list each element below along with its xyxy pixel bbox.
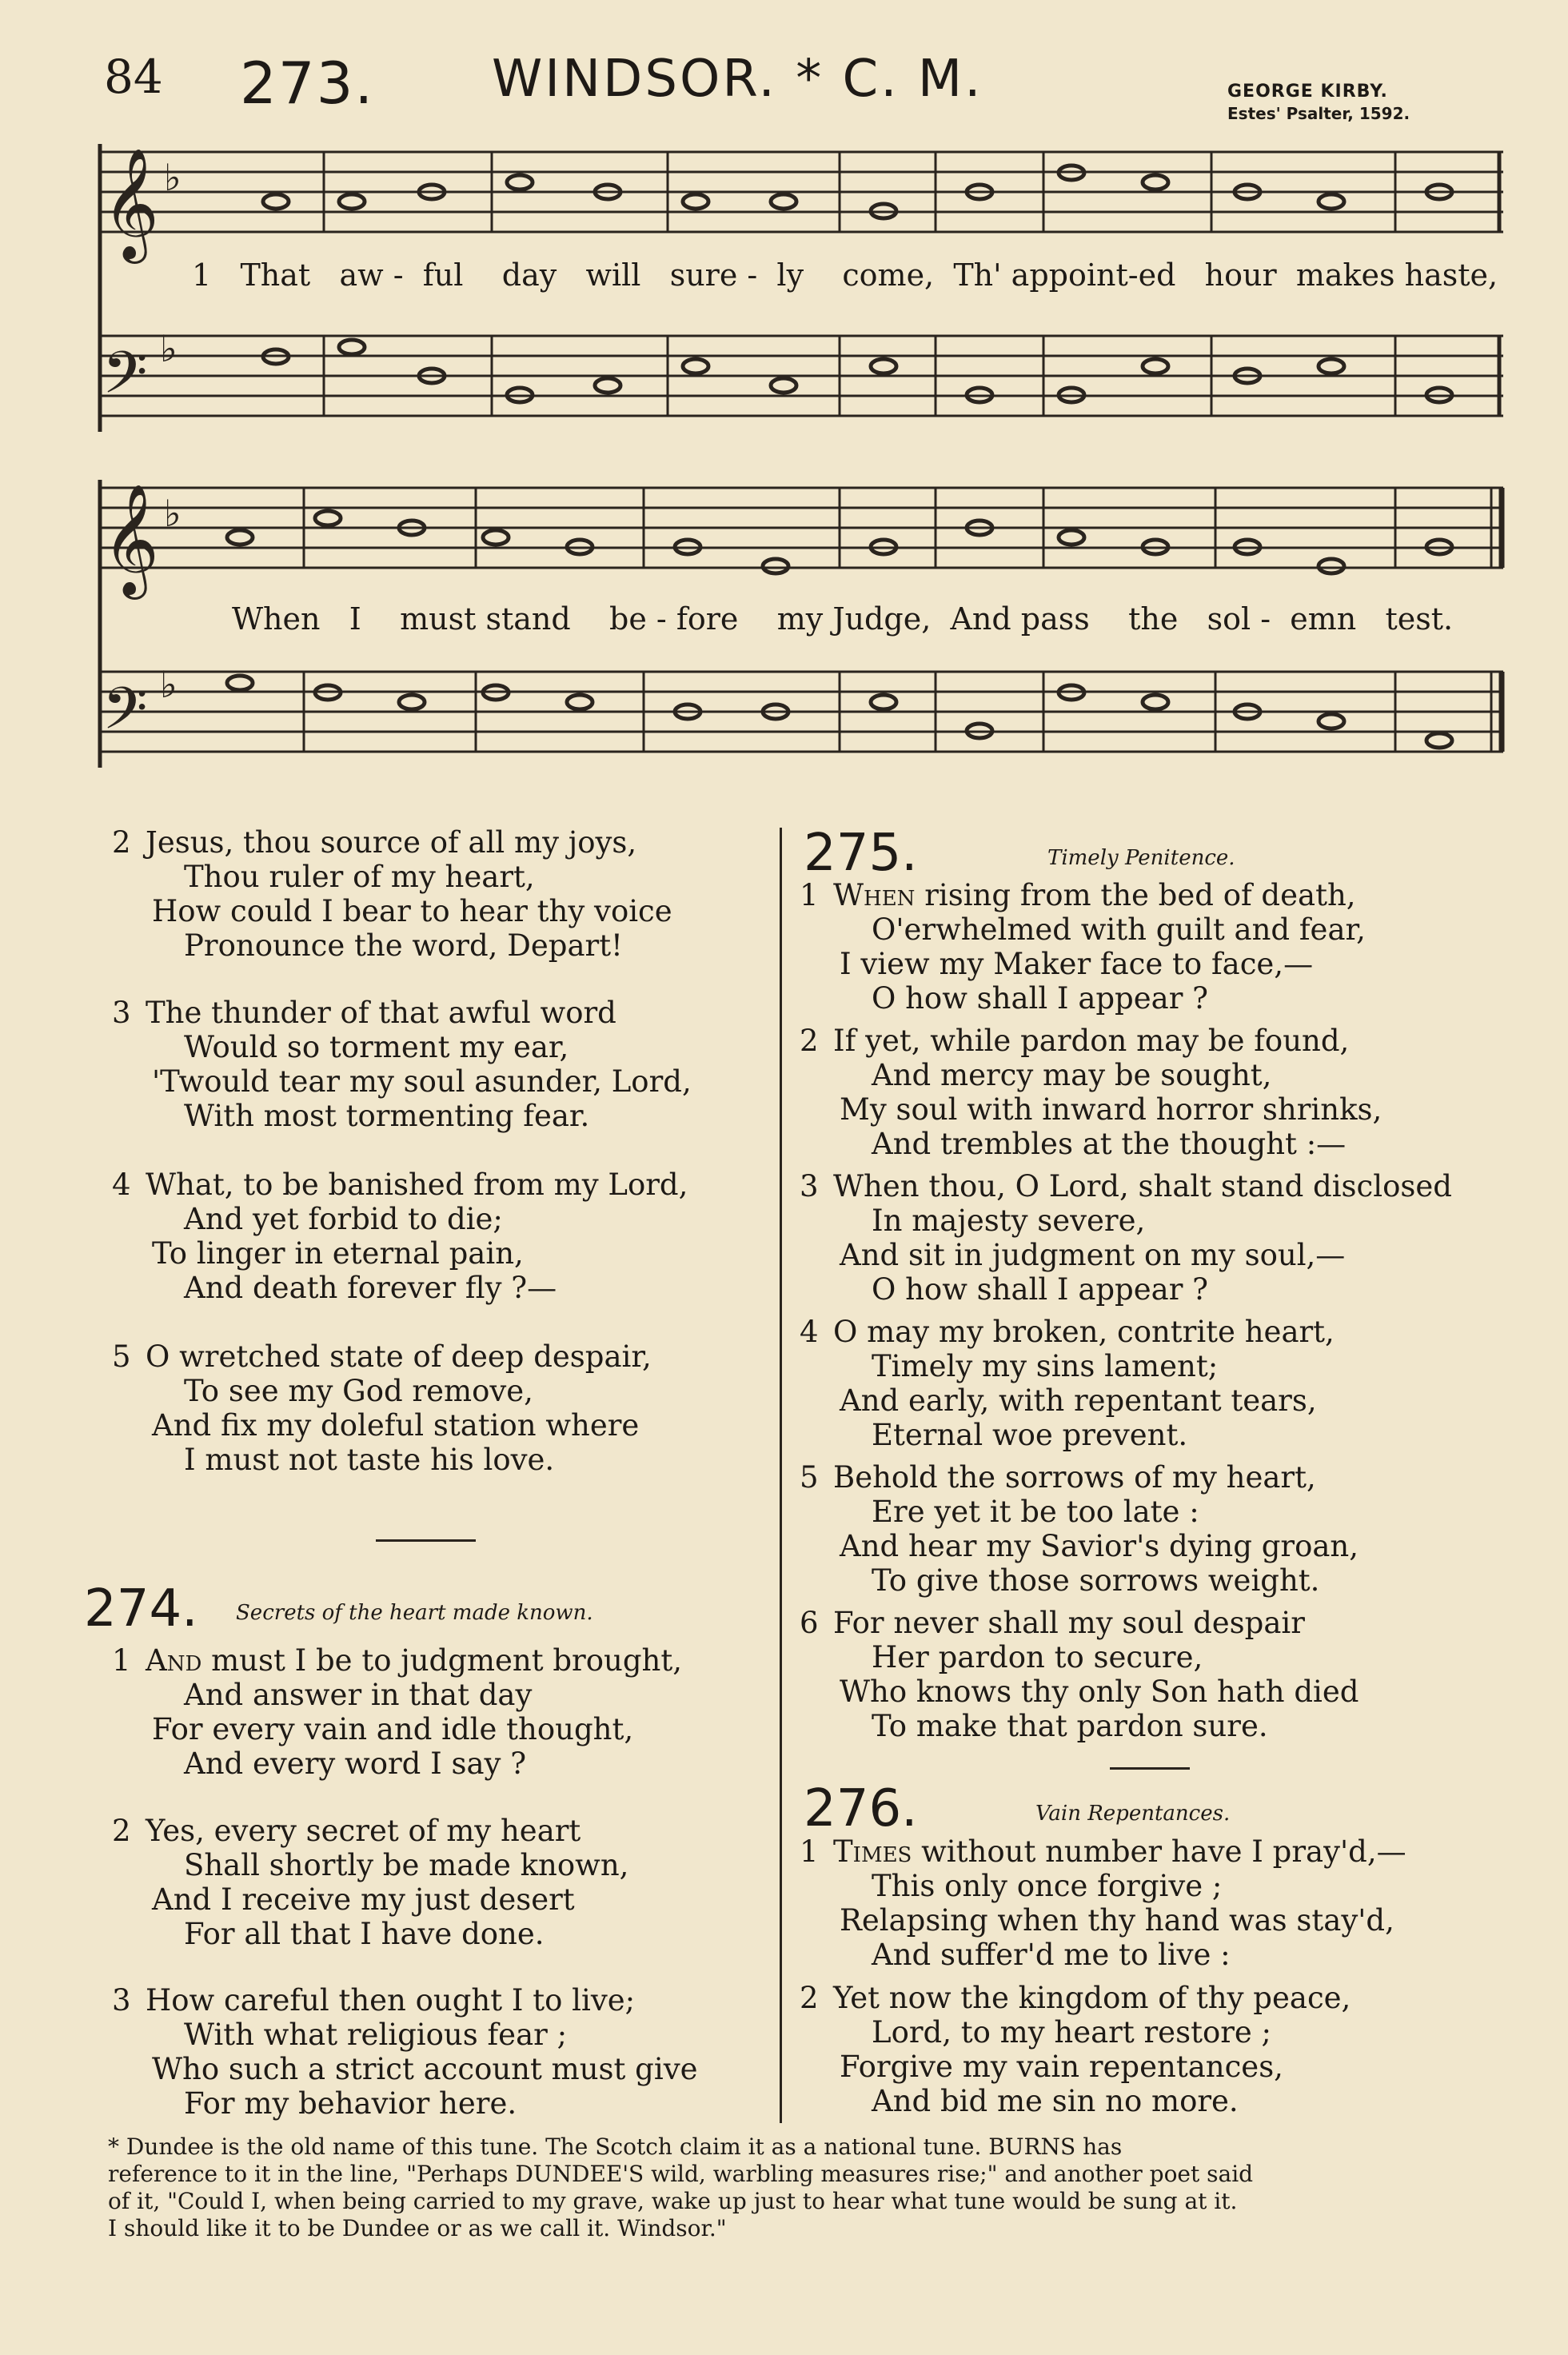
column-divider	[780, 828, 782, 2123]
footnote: * Dundee is the old name of this tune. The Scotch claim it as a national tune. BURNS has reference to it in the line, "Perhaps DUNDEE'S wild, warbling measures rise;" and another poet said of it, "Could I, when being carried to my grave, wake up just to hear what tune would be sung at it. I should like it to be Dundee or as we call it. Windsor."	[108, 2133, 1254, 2241]
music-system-1	[0, 128, 1568, 464]
lyrics-line-1: 1 That aw - ful day will sure - ly come, Th' appoint-ed hour makes haste,	[192, 257, 1498, 293]
hymn-274-verse-2: 2 Yes, every secret of my heart Shall shortly be made known, And I receive my just desert For all that I have done.	[112, 1814, 629, 1951]
hymn-276-subtitle: Vain Repentances.	[1035, 1802, 1231, 1826]
svg-text:♭: ♭	[164, 492, 182, 535]
hymn-275-verse-2: 2 If yet, while pardon may be found, And mercy may be sought, My soul with inward horror shrinks, And trembles at the thought :—	[800, 1024, 1382, 1161]
svg-text:♭: ♭	[160, 663, 178, 706]
svg-text:♭: ♭	[160, 327, 178, 370]
hymn-273-verse-5: 5 O wretched state of deep despair, To see my God remove, And fix my doleful station where I must not taste his love.	[112, 1339, 652, 1477]
hymn-275-verse-5: 5 Behold the sorrows of my heart, Ere yet it be too late : And hear my Savior's dying groan, To give those sorrows weight.	[800, 1460, 1359, 1598]
lyrics-line-2: When I must stand be - fore my Judge, And pass the sol - emn test.	[232, 601, 1454, 637]
hymn-273-verse-2: 2 Jesus, thou source of all my joys, Thou ruler of my heart, How could I bear to hear thy voice Pronounce the word, Depart!	[112, 825, 672, 963]
svg-text:𝄞: 𝄞	[102, 148, 159, 259]
hymn-275-verse-4: 4 O may my broken, contrite heart, Timely my sins lament; And early, with repentant tears, Eternal woe prevent.	[800, 1315, 1335, 1452]
hymn-number-275: 275.	[804, 824, 918, 883]
hymn-273-verse-4: 4 What, to be banished from my Lord, And yet forbid to die; To linger in eternal pain, And death forever fly ?—	[112, 1168, 688, 1305]
composer: GEORGE KIRBY.	[1227, 82, 1388, 102]
hymn-276-verse-2: 2 Yet now the kingdom of thy peace, Lord, to my heart restore ; Forgive my vain repentances, And bid me sin no more.	[800, 1981, 1351, 2118]
hymn-275-verse-1: 1 When rising from the bed of death, O'erwhelmed with guilt and fear, I view my Maker face to face,— O how shall I appear ?	[800, 878, 1366, 1016]
hymn-274-verse-1: 1 And must I be to judgment brought, And answer in that day For every vain and idle thought, And every word I say ?	[112, 1643, 682, 1781]
svg-text:𝄞: 𝄞	[102, 484, 159, 595]
svg-text:𝄢: 𝄢	[102, 674, 148, 756]
hymn-number-274: 274.	[84, 1579, 198, 1639]
hymn-275-subtitle: Timely Penitence.	[1047, 846, 1235, 870]
svg-text:♭: ♭	[164, 156, 182, 199]
source-attribution: Estes' Psalter, 1592.	[1227, 104, 1410, 123]
hymn-273-verse-3: 3 The thunder of that awful word Would so torment my ear, 'Twould tear my soul asunder, Lord, With most tormenting fear.	[112, 996, 692, 1133]
section-rule-left	[376, 1539, 476, 1542]
hymn-276-verse-1: 1 Times without number have I pray'd,— This only once forgive ; Relapsing when thy hand was stay'd, And suffer'd me to live :	[800, 1834, 1406, 1972]
hymn-275-verse-3: 3 When thou, O Lord, shalt stand disclosed In majesty severe, And sit in judgment on my soul,— O how shall I appear ?	[800, 1169, 1452, 1307]
hymn-275-verse-6: 6 For never shall my soul despair Her pardon to secure, Who knows thy only Son hath died To make that pardon sure.	[800, 1606, 1359, 1743]
hymn-274-verse-3: 3 How careful then ought I to live; With what religious fear ; Who such a strict account must give For my behavior here.	[112, 1983, 698, 2121]
hymn-number-276: 276.	[804, 1779, 918, 1838]
section-rule-right	[1110, 1767, 1190, 1770]
tune-name: WINDSOR. * C. M.	[492, 50, 983, 109]
page-number: 84	[104, 50, 163, 104]
hymn-number-273: 273.	[240, 50, 375, 117]
hymn-274-subtitle: Secrets of the heart made known.	[236, 1601, 593, 1625]
svg-text:𝄢: 𝄢	[102, 338, 148, 421]
